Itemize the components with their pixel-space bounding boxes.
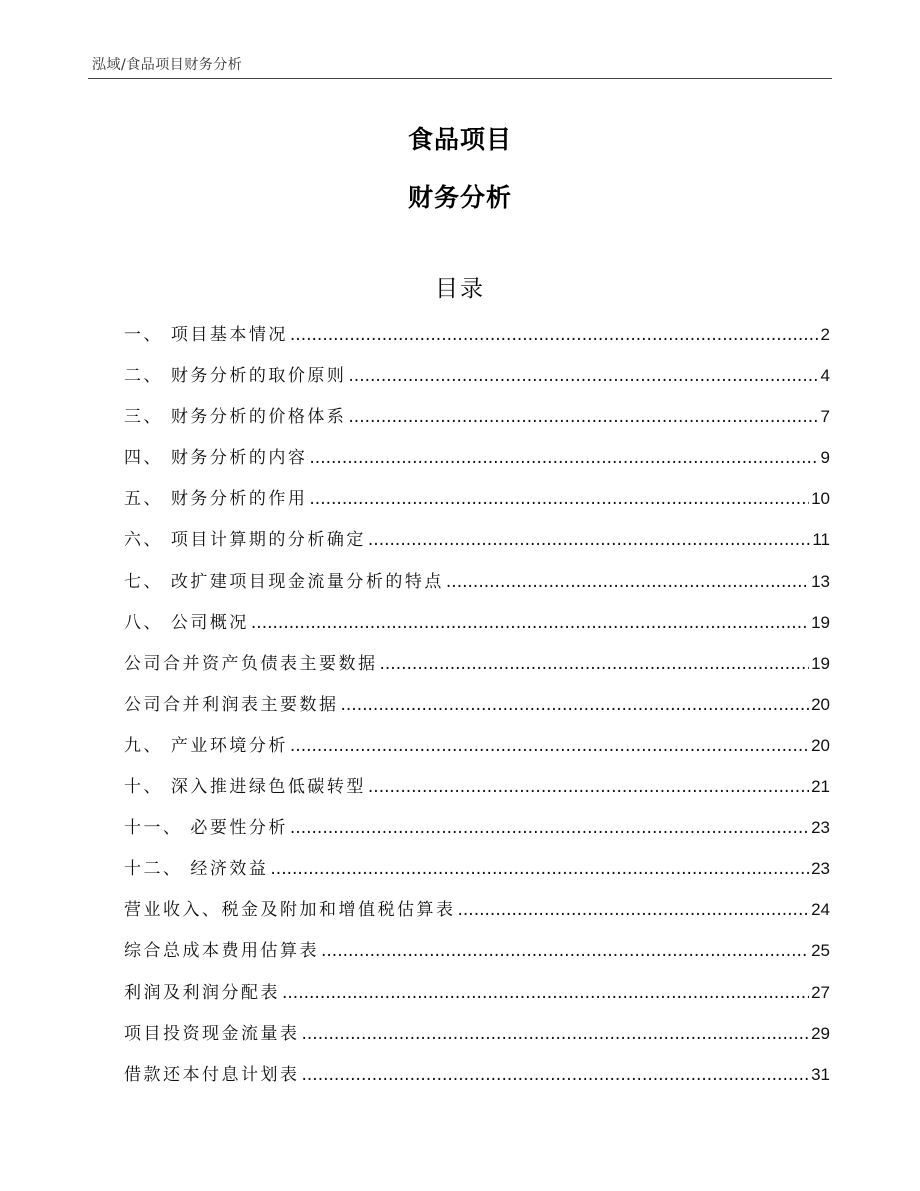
table-of-contents bbox=[124, 320, 830, 1101]
toc-entry-label: 三、 财务分析的价格体系 bbox=[124, 407, 347, 428]
toc-entry-page: 9 bbox=[820, 448, 830, 468]
toc-entry[interactable] bbox=[124, 484, 830, 525]
toc-entry-label: 利润及利润分配表 bbox=[124, 982, 280, 1003]
toc-heading: 目录 bbox=[435, 276, 485, 302]
toc-entry[interactable] bbox=[124, 1019, 830, 1060]
toc-dot-leader bbox=[446, 572, 809, 592]
toc-entry-page: 21 bbox=[811, 777, 830, 797]
toc-dot-leader bbox=[368, 530, 810, 550]
toc-dot-leader bbox=[282, 983, 809, 1003]
toc-dot-leader bbox=[290, 818, 809, 838]
toc-entry-label: 公司合并利润表主要数据 bbox=[124, 694, 339, 715]
toc-entry-label: 十一、 必要性分析 bbox=[124, 818, 288, 839]
toc-dot-leader bbox=[341, 695, 810, 715]
toc-entry-label: 八、 公司概况 bbox=[124, 612, 249, 633]
document-title-line-2: 财务分析 bbox=[407, 183, 512, 212]
toc-entry-page: 19 bbox=[811, 653, 830, 673]
toc-entry-page: 11 bbox=[812, 530, 830, 550]
toc-entry-page: 25 bbox=[811, 941, 830, 961]
toc-entry[interactable] bbox=[124, 936, 830, 977]
toc-entry-page: 4 bbox=[820, 366, 830, 386]
toc-entry-label: 四、 财务分析的内容 bbox=[124, 448, 308, 469]
toc-dot-leader bbox=[251, 613, 809, 633]
toc-entry-page: 2 bbox=[820, 325, 830, 344]
toc-entry-page: 20 bbox=[811, 694, 830, 714]
toc-entry[interactable] bbox=[124, 690, 830, 731]
toc-dot-leader bbox=[458, 900, 810, 920]
toc-entry[interactable] bbox=[124, 895, 830, 936]
toc-entry-page: 23 bbox=[811, 818, 830, 838]
toc-dot-leader bbox=[290, 736, 809, 756]
toc-entry-label: 六、 项目计算期的分析确定 bbox=[124, 530, 366, 551]
toc-entry[interactable] bbox=[124, 649, 830, 690]
toc-entry[interactable] bbox=[124, 361, 830, 402]
toc-entry[interactable] bbox=[124, 731, 830, 772]
toc-entry[interactable] bbox=[124, 854, 830, 895]
toc-entry[interactable] bbox=[124, 525, 830, 566]
toc-entry-page: 24 bbox=[811, 900, 830, 920]
toc-entry-page: 27 bbox=[811, 982, 830, 1002]
toc-entry-label: 二、 财务分析的取价原则 bbox=[124, 366, 347, 387]
toc-entry-page: 10 bbox=[811, 489, 830, 509]
toc-dot-leader bbox=[348, 407, 818, 427]
toc-dot-leader bbox=[321, 941, 809, 961]
header-rule bbox=[88, 78, 832, 79]
toc-entry-label: 营业收入、税金及附加和增值税估算表 bbox=[124, 900, 456, 921]
toc-entry-label: 公司合并资产负债表主要数据 bbox=[124, 653, 378, 674]
toc-dot-leader bbox=[270, 859, 809, 879]
toc-entry[interactable] bbox=[124, 443, 830, 484]
toc-entry-page: 20 bbox=[811, 735, 830, 755]
toc-entry-label: 五、 财务分析的作用 bbox=[124, 489, 308, 510]
toc-entry-label: 七、 改扩建项目现金流量分析的特点 bbox=[124, 571, 444, 592]
toc-entry[interactable] bbox=[124, 608, 830, 649]
document-title-line-1: 食品项目 bbox=[407, 125, 512, 154]
toc-entry-label: 十二、 经济效益 bbox=[124, 859, 269, 880]
toc-dot-leader bbox=[302, 1065, 810, 1085]
toc-entry-label: 借款还本付息计划表 bbox=[124, 1064, 300, 1085]
toc-entry[interactable] bbox=[124, 813, 830, 854]
toc-entry[interactable] bbox=[124, 567, 830, 608]
toc-dot-leader bbox=[348, 366, 818, 386]
toc-dot-leader bbox=[302, 1024, 810, 1044]
toc-entry-page: 23 bbox=[811, 859, 830, 879]
toc-entry-label: 九、 产业环境分析 bbox=[124, 735, 288, 756]
toc-entry-label: 一、 项目基本情况 bbox=[124, 325, 288, 345]
toc-entry-label: 综合总成本费用估算表 bbox=[124, 941, 319, 962]
toc-entry-page: 31 bbox=[811, 1064, 830, 1084]
toc-entry[interactable] bbox=[124, 1060, 830, 1101]
toc-entry-page: 19 bbox=[811, 612, 830, 632]
toc-entry[interactable] bbox=[124, 402, 830, 443]
toc-entry[interactable] bbox=[124, 772, 830, 813]
toc-entry[interactable] bbox=[124, 978, 830, 1019]
toc-dot-leader bbox=[380, 654, 810, 674]
running-header: 泓域/食品项目财务分析 bbox=[92, 57, 243, 73]
toc-dot-leader bbox=[290, 325, 819, 345]
toc-dot-leader bbox=[309, 448, 818, 468]
toc-dot-leader bbox=[368, 777, 809, 797]
toc-entry[interactable] bbox=[124, 320, 830, 361]
toc-entry-page: 13 bbox=[811, 571, 830, 591]
toc-entry-page: 29 bbox=[811, 1023, 830, 1043]
toc-entry-label: 十、 深入推进绿色低碳转型 bbox=[124, 777, 366, 798]
toc-entry-label: 项目投资现金流量表 bbox=[124, 1023, 300, 1044]
toc-dot-leader bbox=[309, 489, 809, 509]
toc-entry-page: 7 bbox=[820, 407, 830, 427]
